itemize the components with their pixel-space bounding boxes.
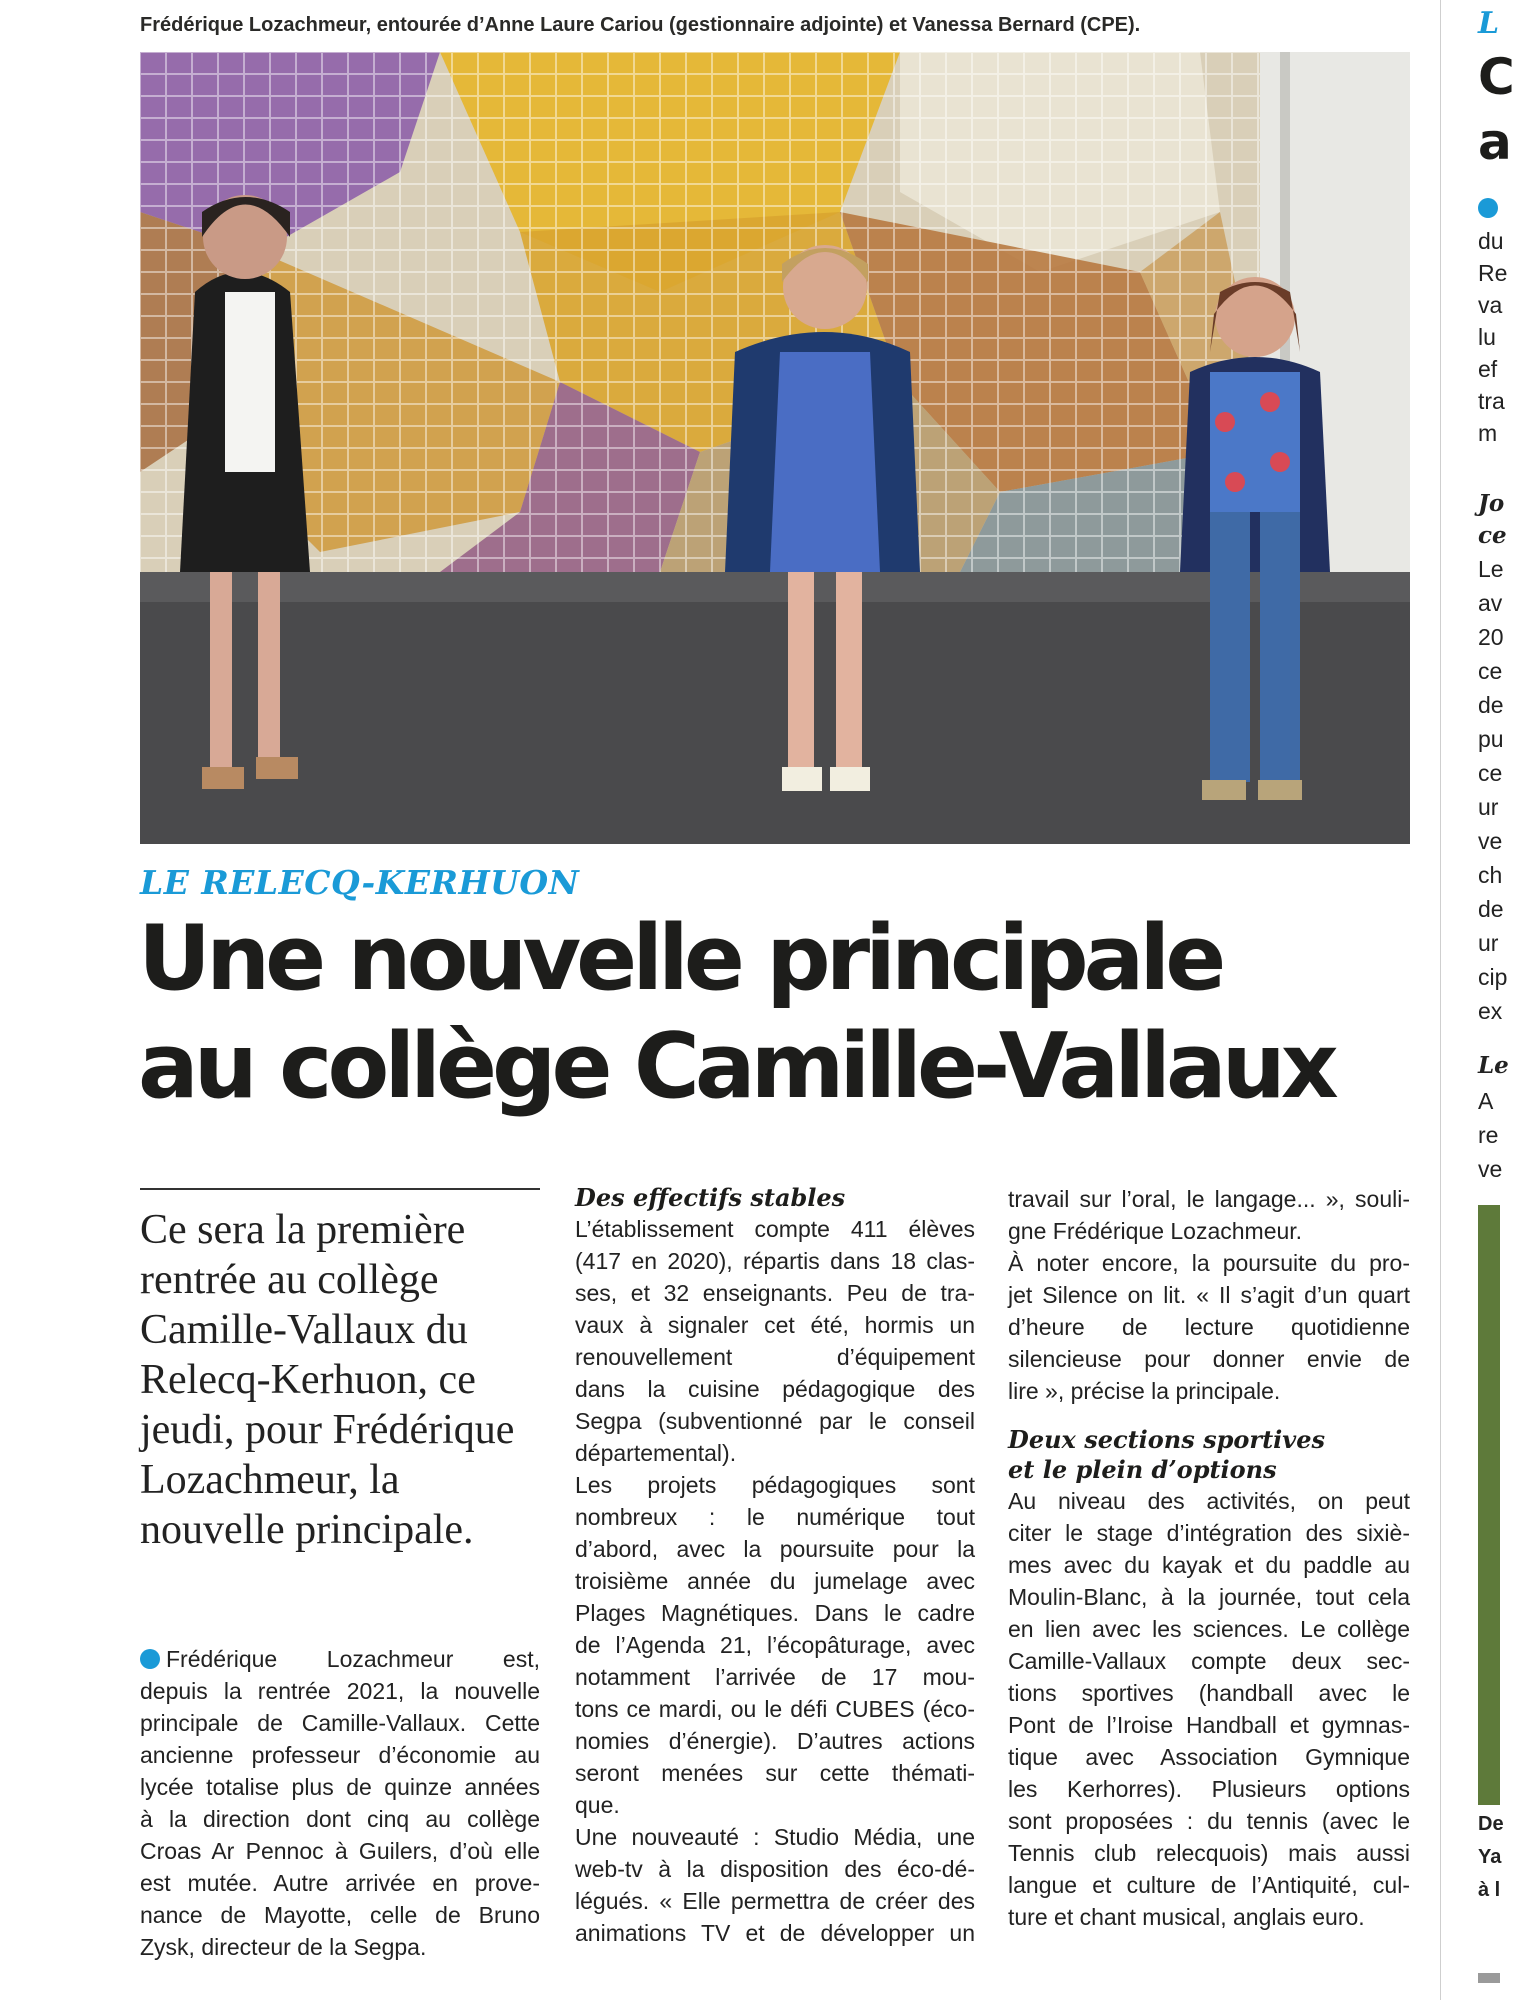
body-line: jet Silence on lit. « Il s’agit d’un quart (1008, 1282, 1410, 1308)
body-line: travail sur l’oral, le langage... », souli- (1008, 1186, 1410, 1212)
adjacent-text-line: de (1478, 692, 1504, 718)
body-line: de l’Agenda 21, l’écopâturage, avec (575, 1632, 975, 1658)
adjacent-text-line: Re (1478, 260, 1508, 286)
adjacent-text-line: cip (1478, 964, 1508, 990)
adjacent-text-line: Le (1478, 556, 1504, 582)
photo-caption: Frédérique Lozachmeur, entourée d’Anne Laure Cariou (gestionnaire adjointe) et Vanessa Bernard (CPE). (140, 14, 1141, 36)
adjacent-text-line: ve (1478, 828, 1503, 854)
section-kicker: LE RELECQ-KERHUON (140, 863, 580, 902)
adjacent-kicker: L (1478, 6, 1500, 41)
adjacent-text-line: 20 (1478, 624, 1504, 650)
adjacent-text-line: va (1478, 292, 1503, 318)
body-line: tions sportives (handball avec le (1008, 1680, 1410, 1706)
adjacent-text-line: ce (1478, 760, 1503, 786)
adjacent-caption-line: Ya (1478, 1846, 1502, 1868)
adjacent-text-line: ch (1478, 862, 1503, 888)
standfirst-line: Ce sera la première (140, 1207, 466, 1253)
column-2 (575, 1183, 975, 1949)
body-line: L’établissement compte 411 élèves (575, 1216, 975, 1242)
body-line: mes avec du kayak et du paddle au (1008, 1552, 1410, 1578)
standfirst-line: rentrée au collège (140, 1257, 439, 1303)
body-line: Zysk, directeur de la Segpa. (140, 1934, 427, 1960)
body-line: lycée totalise plus de quinze années (140, 1774, 540, 1800)
body-line: nombreux : le numérique tout (575, 1504, 975, 1530)
adjacent-title-line: C (1478, 48, 1515, 106)
adjacent-text-line: tra (1478, 388, 1505, 414)
adjacent-subheading: Le (1478, 1052, 1509, 1079)
body-line: d’abord, avec la poursuite pour la (575, 1536, 975, 1562)
body-line: d’heure de lecture quotidienne (1008, 1314, 1410, 1340)
body-line: seront menées sur cette thémati- (575, 1760, 975, 1786)
adjacent-article-fragment (1478, 0, 1515, 2000)
body-line: ses, et 32 enseignants. Peu de tra- (575, 1280, 975, 1306)
standfirst-line: Lozachmeur, la (140, 1457, 400, 1503)
adjacent-text-line: du (1478, 228, 1504, 254)
adjacent-subheading: ce (1478, 522, 1507, 549)
adjacent-text-line: ce (1478, 658, 1503, 684)
body-line: animations TV et de développer un (575, 1920, 975, 1946)
adjacent-title-line: a (1478, 113, 1512, 171)
adjacent-text-line: ve (1478, 1156, 1503, 1182)
body-line: principale de Camille-Vallaux. Cette (140, 1710, 540, 1736)
body-line: Frédérique Lozachmeur est, (140, 1643, 540, 1675)
headline-line: au collège Camille-Vallaux (138, 1014, 1334, 1119)
adjacent-text-line: pu (1478, 726, 1504, 752)
standfirst-line: nouvelle principale. (140, 1507, 474, 1553)
standfirst (140, 1205, 540, 1555)
body-line: Segpa (subventionné par le conseil (575, 1408, 975, 1434)
chapo-divider (140, 1188, 540, 1190)
body-line: (417 en 2020), répartis dans 18 clas- (575, 1248, 975, 1274)
body-line: sont proposées : du tennis (avec le (1008, 1808, 1410, 1834)
body-line: à la direction dont cinq au collège (140, 1806, 540, 1832)
adjacent-bullet-dot-icon (1478, 195, 1504, 222)
body-line: nance de Mayotte, celle de Bruno (140, 1902, 540, 1928)
body-line: tique avec Association Gymnique (1008, 1744, 1410, 1770)
body-line: gne Frédérique Lozachmeur. (1008, 1218, 1303, 1244)
adjacent-text-line: re (1478, 1122, 1499, 1148)
body-line: est mutée. Autre arrivée en prove- (140, 1870, 540, 1896)
body-line: que. (575, 1792, 620, 1818)
body-line: web-tv à la disposition des éco-dé- (575, 1856, 975, 1882)
body-line: À noter encore, la poursuite du pro- (1008, 1250, 1410, 1276)
body-line: Tennis club relecquois) mais aussi (1008, 1840, 1410, 1866)
body-line: nomies d’énergie). D’autres actions (575, 1728, 975, 1754)
body-line: citer le stage d’intégration des sixiè- (1008, 1520, 1410, 1546)
body-line: les Kerhorres). Plusieurs options (1008, 1776, 1410, 1802)
mosaic-photo-illustration (140, 52, 1410, 844)
adjacent-text-line: ur (1478, 794, 1499, 820)
body-line: Au niveau des activités, on peut (1008, 1488, 1410, 1514)
body-line: ancienne professeur d’économie au (140, 1742, 540, 1768)
body-line: Une nouveauté : Studio Média, une (575, 1824, 975, 1850)
standfirst-line: Camille-Vallaux du (140, 1307, 468, 1353)
column-1 (140, 1643, 540, 1963)
adjacent-text-line: ur (1478, 930, 1499, 956)
article-photo (140, 52, 1410, 844)
adjacent-text-line: av (1478, 590, 1503, 616)
body-line: ture et chant musical, anglais euro. (1008, 1904, 1365, 1930)
body-line: tons ce mardi, ou le défi CUBES (éco- (575, 1696, 975, 1722)
subheading: et le plein d’options (1008, 1455, 1277, 1484)
headline-line: Une nouvelle principale (138, 906, 1222, 1011)
headline (138, 905, 1418, 1121)
adjacent-text-line: A (1478, 1088, 1494, 1114)
standfirst-line: Relecq-Kerhuon, ce (140, 1357, 476, 1403)
standfirst-line: jeudi, pour Frédérique (140, 1407, 515, 1453)
adjacent-text-line: lu (1478, 324, 1496, 350)
column-3 (1008, 1183, 1410, 1933)
column-separator (1440, 0, 1441, 2000)
body-line: Les projets pédagogiques sont (575, 1472, 975, 1498)
body-line: depuis la rentrée 2021, la nouvelle (140, 1678, 540, 1704)
body-line: vaux à signaler cet été, hormis un (575, 1312, 975, 1338)
adjacent-caption-line: De (1478, 1813, 1504, 1835)
body-line: Croas Ar Pennoc à Guilers, d’où elle (140, 1838, 540, 1864)
body-line: en lien avec les sciences. Le collège (1008, 1616, 1410, 1642)
adjacent-rule (1478, 1973, 1500, 1983)
subheading: Des effectifs stables (575, 1183, 846, 1212)
body-line: lire », précise la principale. (1008, 1378, 1281, 1404)
adjacent-caption-line: à l (1478, 1879, 1501, 1901)
body-line: renouvellement d’équipement (575, 1344, 975, 1370)
adjacent-subheading: Jo (1478, 490, 1505, 517)
adjacent-photo (1478, 1205, 1500, 1805)
body-line: légués. « Elle permettra de créer des (575, 1888, 975, 1914)
adjacent-text-line: ef (1478, 356, 1498, 382)
body-line: Plages Magnétiques. Dans le cadre (575, 1600, 975, 1626)
body-line: silencieuse pour donner envie de (1008, 1346, 1410, 1372)
body-line: Camille-Vallaux compte deux sec- (1008, 1648, 1410, 1674)
body-line: dans la cuisine pédagogique des (575, 1376, 975, 1402)
adjacent-text-line: ex (1478, 998, 1503, 1024)
body-line: troisième année du jumelage avec (575, 1568, 975, 1594)
body-line: départemental). (575, 1440, 737, 1466)
body-line: langue et culture de l’Antiquité, cul- (1008, 1872, 1410, 1898)
body-line: notamment l’arrivée de 17 mou- (575, 1664, 975, 1690)
adjacent-text-line: de (1478, 896, 1504, 922)
body-line: Pont de l’Iroise Handball et gymnas- (1008, 1712, 1410, 1738)
bullet-dot-icon (140, 1649, 160, 1669)
body-line: Moulin-Blanc, à la journée, tout cela (1008, 1584, 1410, 1610)
subheading: Deux sections sportives (1008, 1425, 1325, 1454)
adjacent-text-line: m (1478, 420, 1498, 446)
